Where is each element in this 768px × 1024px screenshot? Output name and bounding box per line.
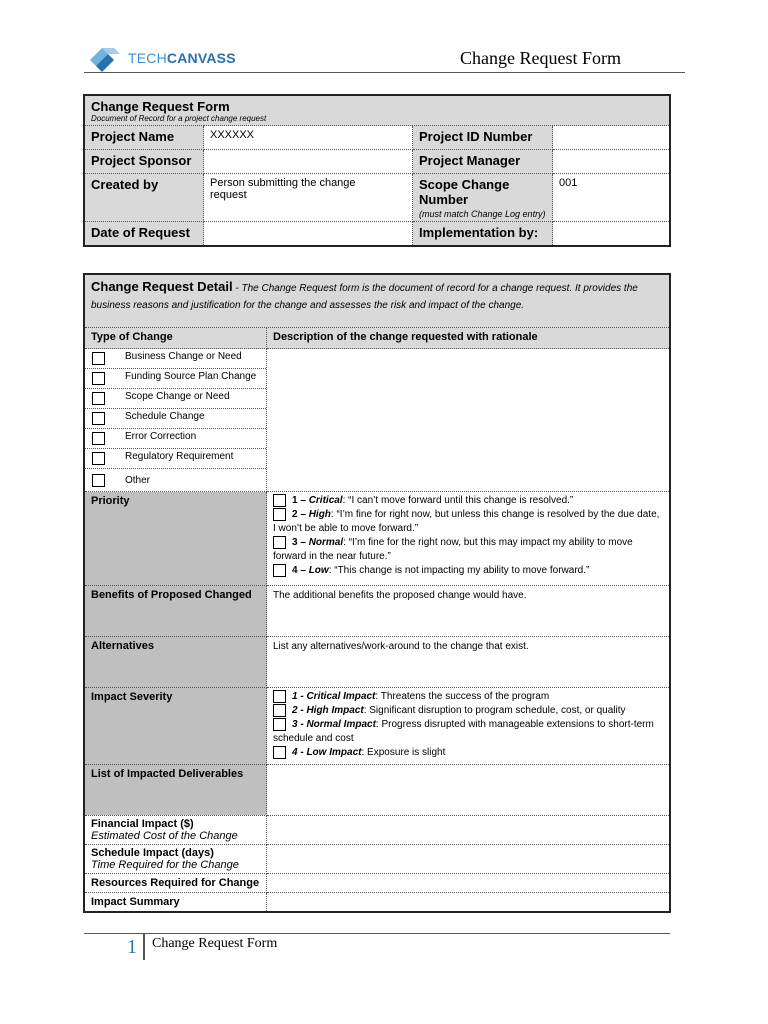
type-of-change-list (84, 349, 267, 492)
benefits-field[interactable]: The additional benefits the proposed change would have. (267, 586, 671, 637)
project-manager-label: Project Manager (413, 150, 553, 174)
schedule-impact-field[interactable] (267, 844, 671, 873)
scope-change-field[interactable]: 001 (553, 174, 671, 222)
checkbox[interactable] (92, 412, 105, 425)
implementation-by-label: Implementation by: (413, 222, 553, 247)
form-title-cell (84, 95, 670, 126)
resources-required-field[interactable] (267, 873, 671, 892)
scope-change-note: (must match Change Log entry) (419, 209, 546, 219)
checkbox[interactable] (273, 508, 286, 521)
type-item-scope[interactable]: Scope Change or Need (85, 389, 266, 409)
footer-title: Change Request Form (152, 936, 278, 951)
impacted-deliverables-field[interactable] (267, 764, 671, 815)
checkbox[interactable] (92, 474, 105, 487)
checkbox[interactable] (273, 704, 286, 717)
header-title: Change Request Form (460, 48, 621, 68)
type-item-other[interactable]: Other (85, 469, 266, 491)
detail-title: Change Request Detail (91, 279, 233, 294)
priority-option-low[interactable]: 4 – Low: “This change is not impacting my ability to move forward.” (273, 564, 663, 578)
priority-option-normal[interactable]: 3 – Normal: “I’m fine for the right now, but this may impact my ability to move forward in the near future.” (273, 537, 633, 563)
alternatives-label: Alternatives (84, 637, 267, 688)
project-info-table (83, 94, 671, 247)
scope-change-label: Scope Change Number (419, 177, 510, 207)
project-sponsor-label: Project Sponsor (84, 150, 204, 174)
checkbox[interactable] (273, 718, 286, 731)
checkbox[interactable] (92, 352, 105, 365)
type-item-funding[interactable]: Funding Source Plan Change (85, 369, 266, 389)
checkbox[interactable] (92, 392, 105, 405)
page-number: 1 (127, 936, 137, 958)
schedule-impact-label-cell (84, 844, 267, 873)
type-item-schedule[interactable]: Schedule Change (85, 409, 266, 429)
benefits-label: Benefits of Proposed Changed (84, 586, 267, 637)
checkbox[interactable] (273, 536, 286, 549)
detail-intro: - The Change Request form is the document of record for a change request. It provides the business reasons and justification for the change and assesses the risk and impact of the change. (91, 283, 638, 311)
alternatives-field[interactable]: List any alternatives/work-around to the change that exist. (267, 637, 671, 688)
change-request-detail-table (83, 273, 671, 913)
project-manager-field[interactable] (553, 150, 671, 174)
checkbox[interactable] (92, 452, 105, 465)
severity-option-critical[interactable]: 1 - Critical Impact: Threatens the success of the program (273, 690, 663, 704)
project-name-label: Project Name (84, 126, 204, 150)
project-id-field[interactable] (553, 126, 671, 150)
implementation-by-field[interactable] (553, 222, 671, 247)
checkbox[interactable] (92, 432, 105, 445)
created-by-label: Created by (84, 174, 204, 222)
form-title: Change Request Form (91, 99, 230, 114)
footer-separator (143, 934, 145, 960)
impacted-deliverables-label: List of Impacted Deliverables (84, 764, 267, 815)
impact-severity-label: Impact Severity (84, 688, 267, 765)
checkbox[interactable] (273, 564, 286, 577)
schedule-impact-sub: Time Required for the Change (91, 858, 239, 871)
checkbox[interactable] (92, 372, 105, 385)
financial-impact-label: Financial Impact ($) (91, 817, 194, 830)
severity-option-normal[interactable]: 3 - Normal Impact: Progress disrupted with manageable extensions to short-term schedule and cost (273, 719, 654, 745)
description-header: Description of the change requested with rationale (267, 328, 671, 349)
footer-divider (84, 933, 670, 934)
type-item-regulatory[interactable]: Regulatory Requirement (85, 449, 266, 469)
type-item-error[interactable]: Error Correction (85, 429, 266, 449)
impact-summary-field[interactable] (267, 892, 671, 912)
project-id-label: Project ID Number (413, 126, 553, 150)
project-name-field[interactable]: XXXXXX (204, 126, 413, 150)
severity-option-low[interactable]: 4 - Low Impact: Exposure is slight (273, 746, 663, 760)
severity-option-high[interactable]: 2 - High Impact: Significant disruption to program schedule, cost, or quality (273, 704, 663, 718)
scope-change-label-cell (413, 174, 553, 222)
checkbox[interactable] (273, 690, 286, 703)
date-of-request-label: Date of Request (84, 222, 204, 247)
resources-required-label: Resources Required for Change (84, 873, 267, 892)
priority-options (267, 492, 671, 586)
header-divider (84, 72, 685, 73)
project-sponsor-field[interactable] (204, 150, 413, 174)
company-logo (88, 44, 236, 74)
financial-impact-label-cell (84, 815, 267, 844)
financial-impact-sub: Estimated Cost of the Change (91, 829, 238, 842)
priority-option-critical[interactable]: 1 – Critical: “I can’t move forward until this change is resolved.” (273, 494, 663, 508)
created-by-field[interactable]: Person submitting the change request (204, 174, 413, 222)
impact-severity-options (267, 688, 671, 765)
priority-option-high[interactable]: 2 – High: “I’m fine for right now, but unless this change is resolved by the due date, I won’t be able to move forward.” (273, 509, 660, 535)
impact-summary-label: Impact Summary (84, 892, 267, 912)
logo-text-tech: TECH (128, 50, 167, 66)
type-item-business[interactable]: Business Change or Need (85, 349, 266, 369)
logo-mark-icon (88, 44, 124, 74)
date-of-request-field[interactable] (204, 222, 413, 247)
detail-header-cell (84, 274, 670, 328)
checkbox[interactable] (273, 746, 286, 759)
form-subtitle: Document of Record for a project change request (91, 114, 267, 123)
schedule-impact-label: Schedule Impact (days) (91, 846, 214, 859)
description-field[interactable] (267, 349, 671, 492)
checkbox[interactable] (273, 494, 286, 507)
logo-text-canvass: CANVASS (166, 50, 236, 66)
type-of-change-header: Type of Change (84, 328, 267, 349)
financial-impact-field[interactable] (267, 815, 671, 844)
priority-label: Priority (84, 492, 267, 586)
